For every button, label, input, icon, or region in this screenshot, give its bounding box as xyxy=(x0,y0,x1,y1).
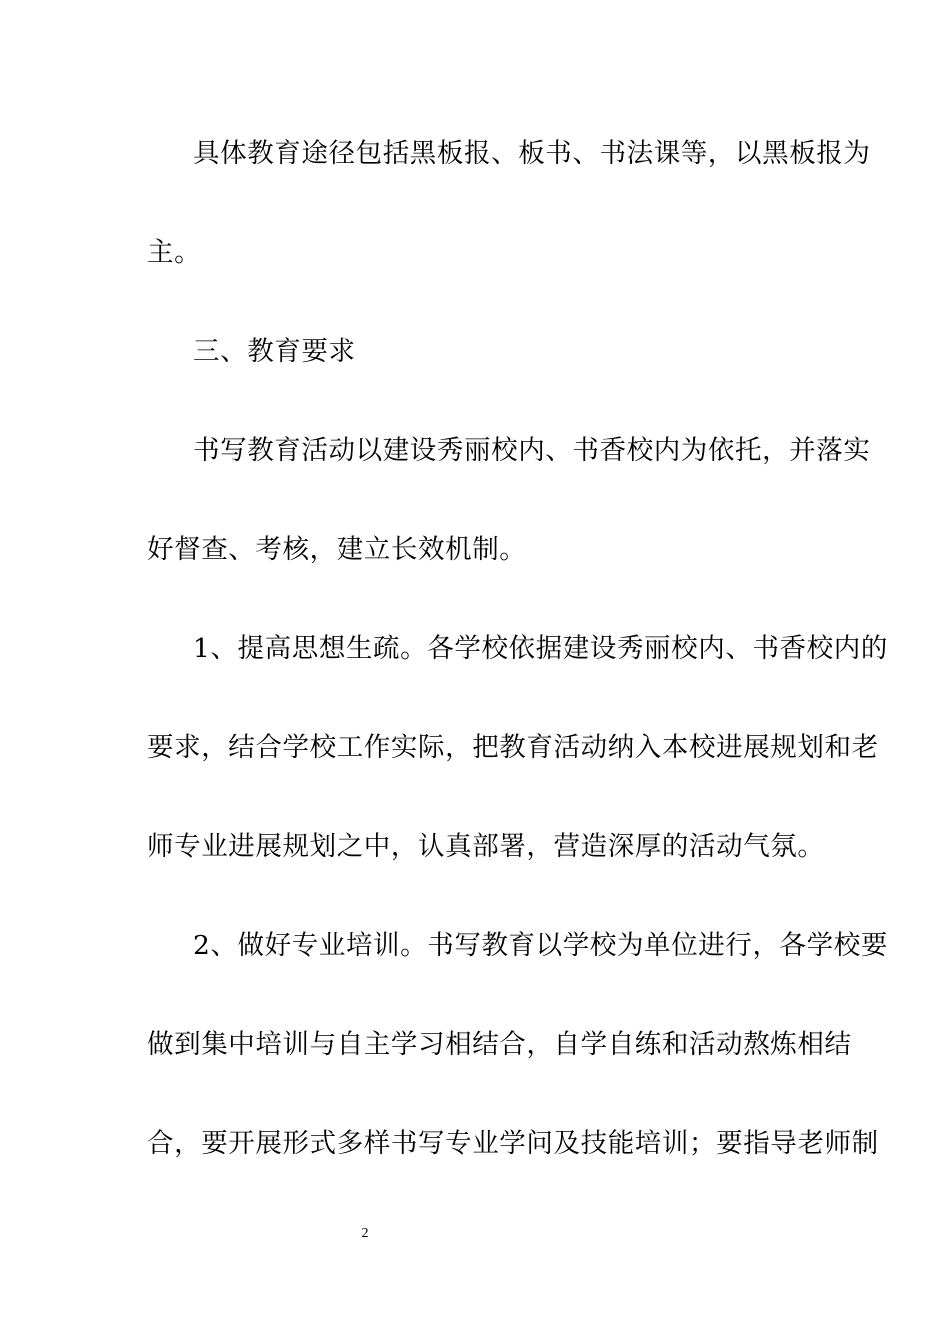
paragraph-line: 要求，结合学校工作实际，把教育活动纳入本校进展规划和老 xyxy=(147,732,879,763)
section-heading: 三、教育要求 xyxy=(193,336,356,367)
paragraph-line: 2、做好专业培训。书写教育以学校为单位进行，各学校要 xyxy=(193,930,888,961)
page-number: 2 xyxy=(361,1226,369,1241)
paragraph-line: 书写教育活动以建设秀丽校内、书香校内为依托，并落实 xyxy=(193,435,871,466)
paragraph-line: 师专业进展规划之中，认真部署，营造深厚的活动气氛。 xyxy=(147,831,825,862)
paragraph-line: 做到集中培训与自主学习相结合，自学自练和活动熬炼相结 xyxy=(147,1029,852,1060)
paragraph-line: 好督查、考核，建立长效机制。 xyxy=(147,534,527,565)
paragraph-line: 1、提高思想生疏。各学校依据建设秀丽校内、书香校内的 xyxy=(193,633,888,664)
paragraph-line: 主。 xyxy=(147,237,202,268)
paragraph-line: 具体教育途径包括黑板报、板书、书法课等，以黑板报为 xyxy=(193,138,871,169)
paragraph-line: 合，要开展形式多样书写专业学问及技能培训；要指导老师制 xyxy=(147,1128,879,1159)
